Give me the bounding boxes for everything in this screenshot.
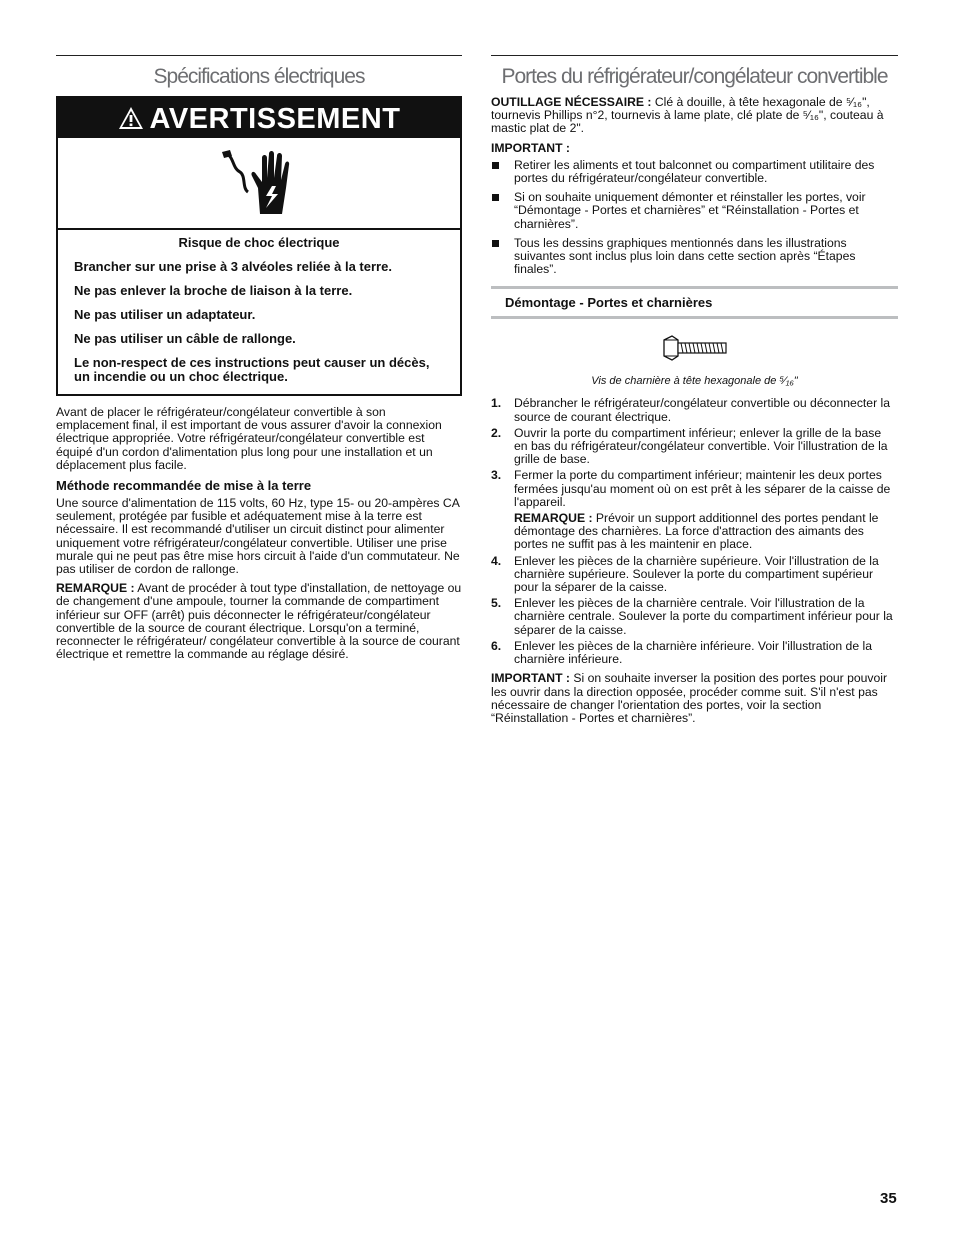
list-item: 1. Débrancher le réfrigérateur/congélateur convertible ou déconnecter la source de courant électrique. [491, 396, 891, 424]
warning-line-consequence: Le non-respect de ces instructions peut causer un décès, un incendie ou un choc électrique. [74, 355, 430, 384]
section-title-electrical: Spécifications électriques [153, 65, 365, 88]
page-number: 35 [880, 1190, 897, 1207]
warning-line-plug: Brancher sur une prise à 3 alvéoles reliée à la terre. [74, 259, 392, 274]
intro-paragraph: Avant de placer le réfrigérateur/congélateur convertible à son emplacement final, il est important de vous assurer d'avoir la connexion électrique appropriée. Votre réfrigérateur/congélateur convertible est équipé d'un cordon d'alimentation plus long pour une installation et un déplacement plus facile. [56, 405, 442, 472]
list-item: 6. Enlever les pièces de la charnière inférieure. Voir l'illustration de la charnière inférieure. [491, 638, 872, 667]
tools-paragraph [491, 96, 898, 136]
important-list [491, 159, 898, 277]
warning-triangle-icon [118, 100, 144, 142]
final-important-text: Si on souhaite inverser la position des portes pour pouvoir les ouvrir dans la direction opposée, procéder comme suit. S'il n'est pas nécessaire de changer l'orientation des portes, voir la section “Réinstallation - Portes et charnières”. [491, 671, 888, 725]
warning-line-hazard: Risque de choc électrique [178, 235, 340, 250]
warning-header-text: AVERTISSEMENT [149, 103, 401, 135]
warning-box [56, 96, 462, 396]
figure-caption: Vis de charnière à tête hexagonale de ⁵⁄₁₆" [591, 375, 798, 388]
hex-hinge-screw-icon [660, 335, 730, 361]
grounding-paragraph: Une source d'alimentation de 115 volts, 60 Hz, type 15- ou 20-ampères CA seulement, protégée par fusible et adéquatement mise à la terre est nécessaire. Il est recommandé d'utiliser un circuit distinct pour alimenter uniquement votre réfrigérateur/congélateur convertible. Utiliser une prise murale qui ne peut pas être mise hors circuit à l'aide d'un commutateur. Ne pas utiliser de cordon de rallonge. [56, 496, 460, 577]
left-column [56, 55, 462, 661]
grounding-heading: Méthode recommandée de mise à la terre [56, 478, 312, 494]
warning-body [58, 230, 460, 394]
final-important-label: IMPORTANT : [491, 671, 570, 686]
section-title-doors: Portes du réfrigérateur/congélateur convertible [501, 65, 888, 88]
step-note: REMARQUE : Prévoir un support additionnel des portes pendant le démontage des charnières. La force d'attraction des aimants des portes ne suffit pas à les maintenir en place. [514, 511, 879, 552]
warning-line-extension: Ne pas utiliser un câble de rallonge. [74, 331, 296, 346]
bullet-square-icon [492, 240, 499, 247]
list-item: Si on souhaite uniquement démonter et réinstaller les portes, voir “Démontage - Portes et charnières” et “Réinstallation - Portes et charnières”. [491, 191, 898, 231]
top-rule-right [491, 55, 898, 56]
warning-line-adapter: Ne pas utiliser un adaptateur. [74, 307, 256, 322]
tools-label: OUTILLAGE NÉCESSAIRE : [491, 95, 652, 109]
list-item: 2. Ouvrir la porte du compartiment inférieur; enlever la grille de la base en bas du réfrigérateur/congélateur convertible. Voir l'illustration de la grille de base. [491, 425, 888, 467]
electric-shock-hand-icon [220, 148, 300, 220]
note-text: Avant de procéder à tout type d'installation, de nettoyage ou de changement d'une ampoule, tourner la commande de compartiment inférieur sur OFF (arrêt) puis déconnecter le réfrigérateur/congélateur convertible de la source de courant électrique. Lorsqu'on a terminé, reconnecter le réfrigérateur/ congélateur convertible à la source de courant électrique et remettre la commande au réglage désiré. [56, 581, 462, 662]
bullet-square-icon [492, 194, 499, 201]
final-important-paragraph [491, 672, 898, 725]
list-item: 4. Enlever les pièces de la charnière supérieure. Voir l'illustration de la charnière supérieure. Soulever la porte du compartiment supérieur pour la séparer de la caisse. [491, 553, 879, 595]
warning-header [58, 98, 460, 138]
tools-text: Clé à douille, à tête hexagonale de ⁵⁄₁₆", tournevis Phillips n°2, tournevis à lame plate, clé plate de ⁵⁄₁₆", couteau à mastic plat de 2". [491, 95, 884, 136]
warning-line-ground-prong: Ne pas enlever la broche de liaison à la terre. [74, 283, 353, 298]
important-label: IMPORTANT : [491, 140, 570, 155]
note-label: REMARQUE : [56, 581, 135, 596]
screw-figure [491, 335, 898, 363]
list-item: Retirer les aliments et tout balconnet ou compartiment utilitaire des portes du réfrigérateur/congélateur convertible. [491, 159, 898, 185]
warning-icon-panel [58, 138, 460, 230]
subsection-heading: Démontage - Portes et charnières [491, 286, 898, 319]
list-item: Tous les dessins graphiques mentionnés dans les illustrations suivantes sont inclus plus loin dans cette section après “Étapes finales”. [491, 237, 898, 277]
note-paragraph [56, 582, 462, 661]
right-column [491, 55, 898, 725]
list-item: 5. Enlever les pièces de la charnière centrale. Voir l'illustration de la charnière centrale. Soulever la porte du compartiment inférieur pour la séparer de la caisse. [491, 596, 893, 637]
top-rule [56, 55, 462, 56]
steps-list [491, 397, 898, 666]
list-item: 3. Fermer la porte du compartiment inférieur; maintenir les deux portes fermées jusqu'au moment où on est prêt à les séparer de la caisse de l'appareil. REMARQUE : Prévoir un support additionnel des portes pendant le démontage des charnières. La force d'attraction des aimants des portes ne suffit pas à les maintenir en place. [491, 469, 898, 551]
bullet-square-icon [492, 162, 499, 169]
